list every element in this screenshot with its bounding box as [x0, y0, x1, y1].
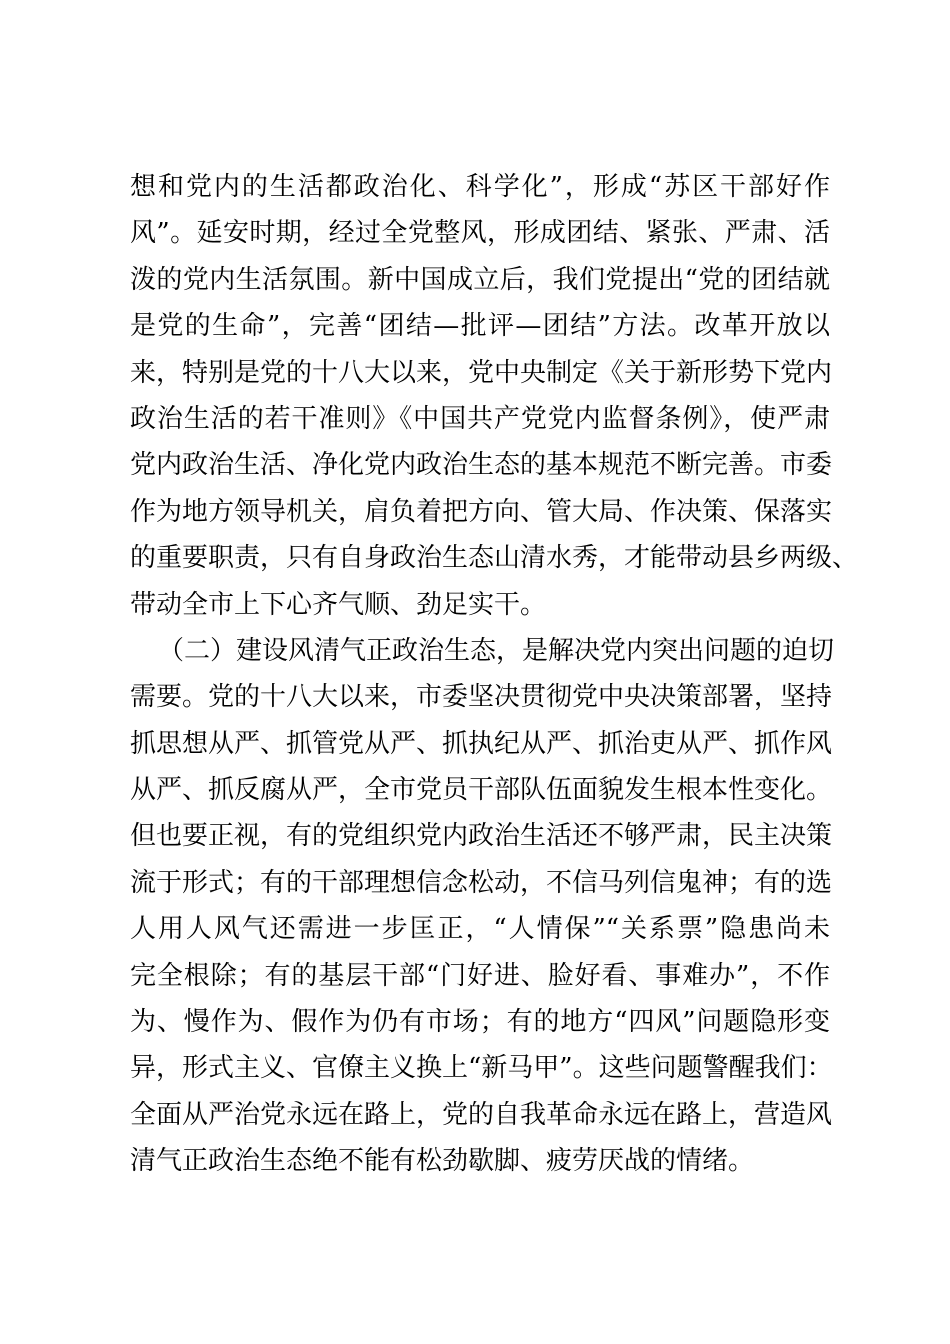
- text-line: 党内政治生活、净化党内政治生态的基本规范不断完善。市委: [130, 450, 833, 481]
- text-line: 想和党内的生活都政治化、科学化”，形成“苏区干部好作: [130, 172, 830, 202]
- text-line: 为、慢作为、假作为仍有市场；有的地方“四风”问题隐形变: [130, 1007, 830, 1038]
- text-line: 人用人风气还需进一步匡正，“人情保”“关系票”隐患尚未: [130, 914, 830, 945]
- text-line: 作为地方领导机关，肩负着把方向、管大局、作决策、保落实: [130, 496, 833, 527]
- text-line: 清气正政治生态绝不能有松劲歇脚、疲劳厌战的情绪。: [130, 1146, 755, 1177]
- paragraph-1: [130, 164, 859, 628]
- text-line: 但也要正视，有的党组织党内政治生活还不够严肃，民主决策: [130, 821, 833, 852]
- text-line: 流于形式；有的干部理想信念松动，不信马列信鬼神；有的选: [130, 867, 833, 898]
- text-line: 需要。党的十八大以来，市委坚决贯彻党中央决策部署，坚持: [130, 682, 833, 713]
- text-line: 带动全市上下心齐气顺、劲足实干。: [130, 589, 547, 620]
- text-line: 完全根除；有的基层干部“门好进、脸好看、事难办”，不作: [130, 960, 830, 991]
- text-line: 全面从严治党永远在路上，党的自我革命永远在路上，营造风: [130, 1099, 833, 1130]
- text-line: 政治生活的若干准则》《中国共产党党内监督条例》，使严肃: [130, 403, 830, 434]
- text-line: 的重要职责，只有自身政治生态山清水秀，才能带动县乡两级、: [130, 543, 859, 574]
- text-line: 抓思想从严、抓管党从严、抓执纪从严、抓治吏从严、抓作风: [130, 728, 833, 759]
- text-line: 从严、抓反腐从严，全市党员干部队伍面貌发生根本性变化。: [130, 775, 833, 806]
- text-line: 来，特别是党的十八大以来，党中央制定《关于新形势下党内: [130, 357, 833, 388]
- text-line: 异，形式主义、官僚主义换上“新马甲”。这些问题警醒我们：: [130, 1053, 833, 1084]
- section-heading-line: （二）建设风清气正政治生态，是解决党内突出问题的迫切: [158, 635, 835, 666]
- text-line: 风”。延安时期，经过全党整风，形成团结、紧张、严肃、活: [130, 218, 830, 249]
- paragraph-2: [130, 628, 835, 1185]
- document-body: [130, 164, 859, 1185]
- text-line: 是党的生命”，完善“团结—批评—团结”方法。改革开放以: [130, 311, 830, 342]
- text-line: 泼的党内生活氛围。新中国成立后，我们党提出“党的团结就: [130, 264, 830, 295]
